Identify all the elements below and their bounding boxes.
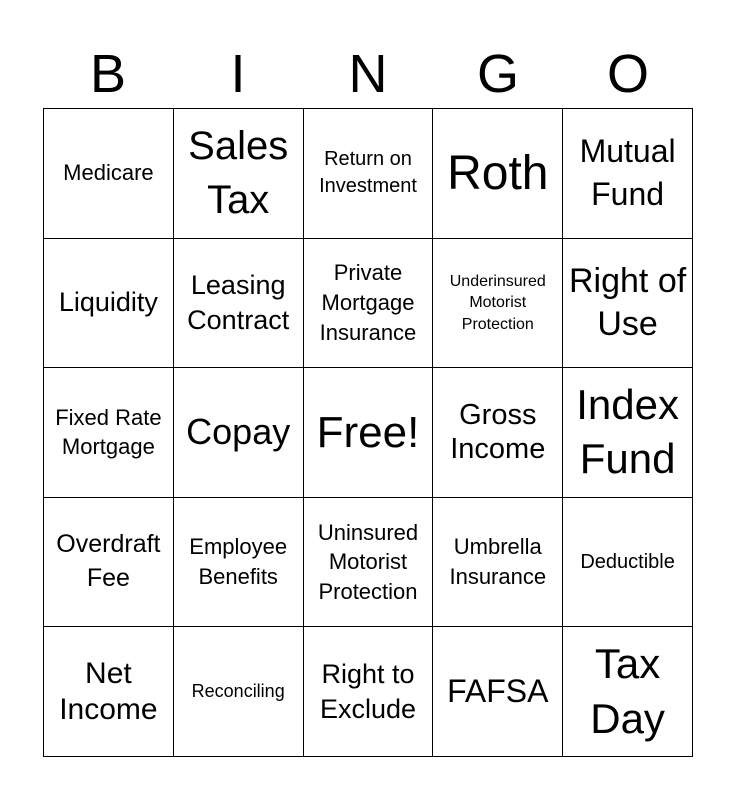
bingo-cell[interactable]: FAFSA xyxy=(433,627,563,757)
bingo-cell[interactable]: Reconciling xyxy=(174,627,304,757)
bingo-cell[interactable]: Sales Tax xyxy=(174,109,304,239)
bingo-cell[interactable]: Medicare xyxy=(44,109,174,239)
bingo-cell[interactable]: Net Income xyxy=(44,627,174,757)
bingo-cell[interactable]: Umbrella Insurance xyxy=(433,498,563,628)
header-letter-i: I xyxy=(230,44,246,104)
bingo-cell[interactable]: Roth xyxy=(433,109,563,239)
bingo-cell[interactable]: Underinsured Motorist Protection xyxy=(433,239,563,369)
bingo-cell[interactable]: Right of Use xyxy=(563,239,693,369)
free-space-cell[interactable]: Free! xyxy=(304,368,434,498)
bingo-cell[interactable]: Overdraft Fee xyxy=(44,498,174,628)
bingo-cell[interactable]: Private Mortgage Insurance xyxy=(304,239,434,369)
bingo-cell[interactable]: Uninsured Motorist Protection xyxy=(304,498,434,628)
bingo-cell[interactable]: Tax Day xyxy=(563,627,693,757)
bingo-cell[interactable]: Gross Income xyxy=(433,368,563,498)
bingo-cell[interactable]: Deductible xyxy=(563,498,693,628)
bingo-header xyxy=(43,40,693,108)
bingo-cell[interactable]: Liquidity xyxy=(44,239,174,369)
bingo-cell[interactable]: Employee Benefits xyxy=(174,498,304,628)
header-letter-g: G xyxy=(476,44,519,104)
bingo-cell[interactable]: Leasing Contract xyxy=(174,239,304,369)
bingo-cell[interactable]: Right to Exclude xyxy=(304,627,434,757)
bingo-board xyxy=(43,108,693,757)
header-letter-b: B xyxy=(89,44,127,104)
header-letter-o: O xyxy=(606,44,649,104)
bingo-cell[interactable]: Return on Investment xyxy=(304,109,434,239)
bingo-cell[interactable]: Fixed Rate Mortgage xyxy=(44,368,174,498)
bingo-cell[interactable]: Index Fund xyxy=(563,368,693,498)
bingo-cell[interactable]: Copay xyxy=(174,368,304,498)
header-letter-n: N xyxy=(348,44,388,104)
bingo-cell[interactable]: Mutual Fund xyxy=(563,109,693,239)
